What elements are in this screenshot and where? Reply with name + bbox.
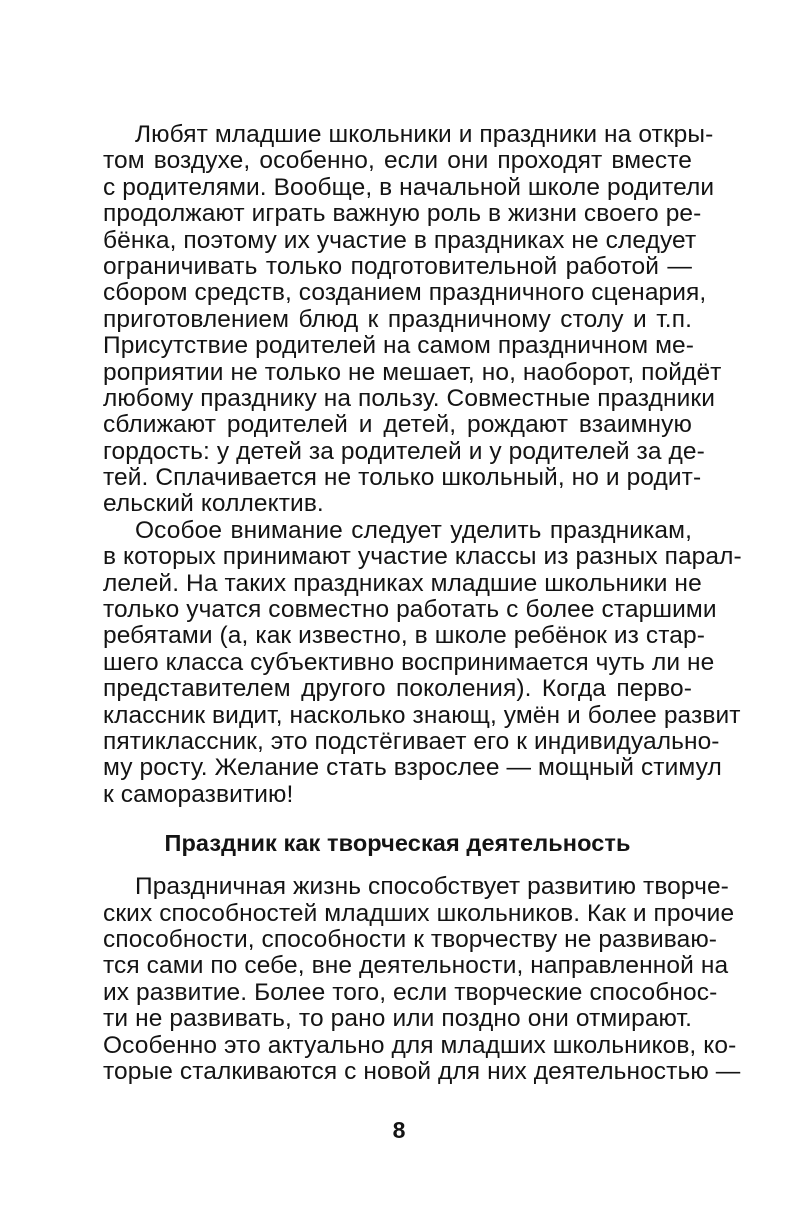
text-line: тей. Сплачивается не только школьный, но и родит-: [103, 464, 702, 492]
text-line: ти не развивать, то рано или поздно они отмирают.: [103, 1005, 692, 1033]
text-line: Любят младшие школьники и праздники на откры-: [135, 121, 714, 148]
text-line: приготовлением блюд к праздничному столу и т.п.: [103, 305, 692, 333]
text-line: шего класса субъективно воспринимается чуть ли не: [103, 648, 715, 676]
text-line: тся сами по себе, вне деятельности, направленной на: [103, 952, 729, 980]
page-number: 8: [392, 1117, 406, 1143]
text-line: сбором средств, созданием праздничного сценария,: [103, 279, 707, 307]
text-line: ребятами (а, как известно, в школе ребёнок из стар-: [103, 622, 706, 650]
text-line: ельский коллектив.: [103, 490, 324, 518]
page-body: [103, 121, 742, 1085]
text-line: роприятии не только не мешает, но, наоборот, пойдёт: [103, 358, 722, 386]
text-line: ских способностей младших школьников. Как и прочие: [103, 899, 735, 927]
text-line: в которых принимают участие классы из разных парал-: [103, 543, 742, 571]
section-heading: Праздник как творческая деятельность: [164, 830, 631, 857]
text-line: му росту. Желание стать взрослее — мощный стимул: [103, 754, 722, 782]
text-line: бёнка, поэтому их участие в праздниках не следует: [103, 226, 697, 254]
paragraph-3: [103, 873, 741, 1085]
paragraph-2: [103, 516, 742, 808]
text-line: гордость: у детей за родителей и у родителей за де-: [103, 437, 705, 465]
text-line: их развитие. Более того, если творческие способнос-: [103, 978, 718, 1006]
text-line: ограничивать только подготовительной работой —: [103, 252, 692, 280]
text-line: торые сталкиваются с новой для них деятельностью —: [103, 1057, 741, 1085]
text-line: Особенно это актуально для младших школьников, ко-: [103, 1031, 737, 1059]
text-line: сближают родителей и детей, рождают взаимную: [103, 411, 692, 439]
text-line: том воздухе, особенно, если они проходят вместе: [103, 147, 692, 175]
text-line: лелей. На таких праздниках младшие школьники не: [103, 569, 702, 597]
text-line: любому празднику на пользу. Совместные праздники: [103, 384, 715, 412]
text-line: Праздничная жизнь способствует развитию творче-: [135, 873, 729, 901]
text-line: способности, способности к творчеству не развиваю-: [103, 925, 718, 953]
text-line: Присутствие родителей на самом праздничном ме-: [103, 332, 695, 360]
text-line: продолжают играть важную роль в жизни своего ре-: [103, 200, 702, 228]
paragraph-1: [103, 121, 722, 518]
text-line: пятиклассник, это подстёгивает его к индивидуально-: [103, 727, 720, 755]
text-line: представителем другого поколения). Когда перво-: [103, 675, 692, 703]
text-line: Особое внимание следует уделить праздникам,: [135, 516, 692, 544]
text-line: к саморазвитию!: [103, 780, 294, 808]
text-line: с родителями. Вообще, в начальной школе родители: [103, 173, 715, 201]
text-line: классник видит, насколько знающ, умён и более развит: [103, 701, 741, 729]
text-line: только учатся совместно работать с более старшими: [103, 596, 717, 624]
